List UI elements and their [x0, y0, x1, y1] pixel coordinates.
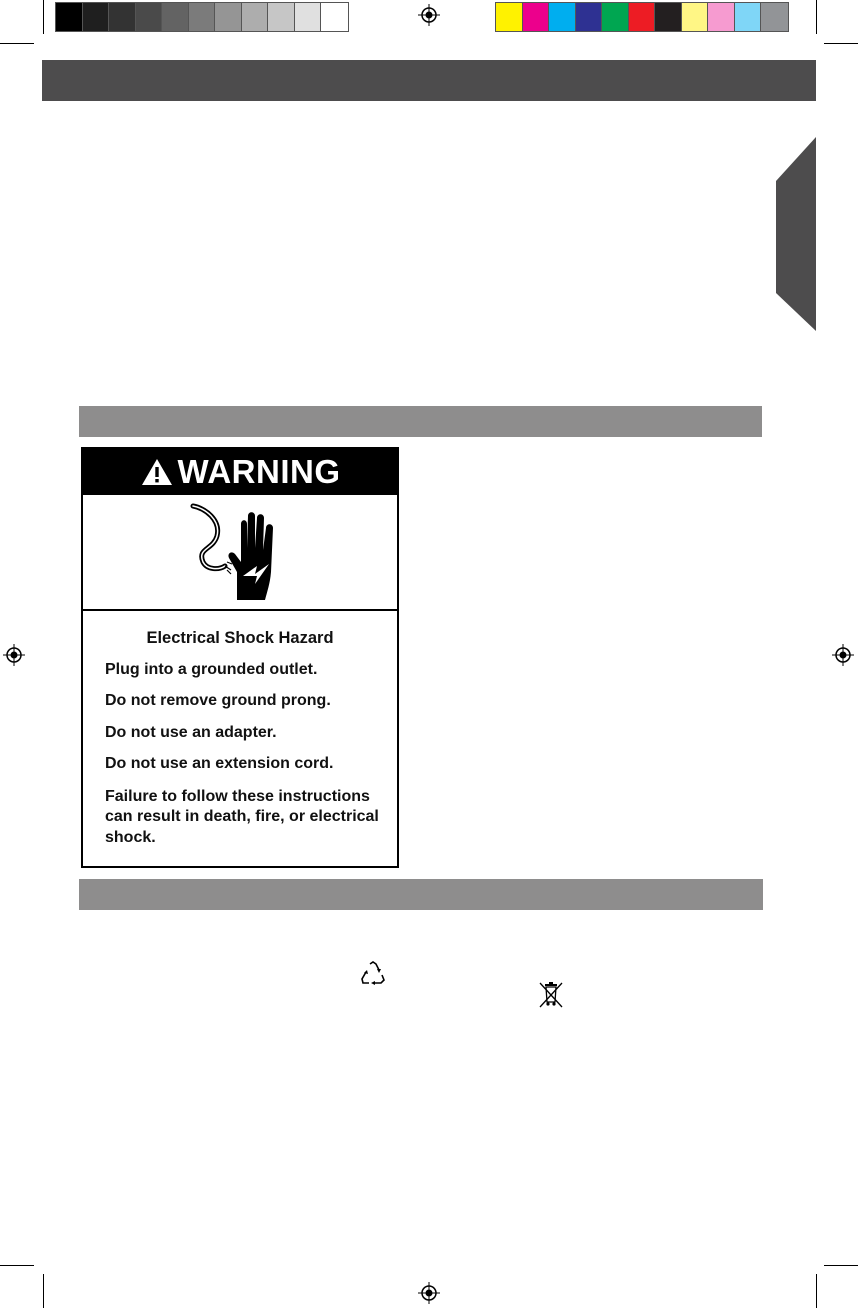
- warning-label: [81, 447, 399, 868]
- color-swatch: [602, 3, 629, 31]
- color-swatch: [109, 3, 136, 31]
- warning-line: Do not remove ground prong.: [105, 692, 331, 710]
- color-swatch: [242, 3, 269, 31]
- color-swatch: [136, 3, 163, 31]
- color-swatch: [321, 3, 348, 31]
- color-swatch: [523, 3, 550, 31]
- color-swatch: [189, 3, 216, 31]
- color-swatch: [682, 3, 709, 31]
- color-swatch: [708, 3, 735, 31]
- warning-heading-text: WARNING: [177, 453, 341, 490]
- crop-mark: [824, 1265, 858, 1266]
- color-swatch: [496, 3, 523, 31]
- section-bar-disposal: [79, 879, 763, 910]
- warning-consequence: Failure to follow these instructions can result in death, fire, or electrical shock.: [105, 787, 379, 847]
- color-swatch: [576, 3, 603, 31]
- color-swatch: [268, 3, 295, 31]
- warning-title: Electrical Shock Hazard: [146, 629, 334, 647]
- color-swatch: [295, 3, 322, 31]
- color-swatch: [655, 3, 682, 31]
- header-bar: [42, 60, 816, 101]
- registration-mark-icon: [832, 644, 854, 666]
- warning-heading: [83, 449, 397, 495]
- warning-body: [83, 611, 397, 849]
- warning-line: Plug into a grounded outlet.: [105, 661, 318, 678]
- color-swatch: [215, 3, 242, 31]
- electrical-shock-hand-icon: [185, 500, 295, 604]
- color-swatch: [735, 3, 762, 31]
- color-swatch: [56, 3, 83, 31]
- warning-pictogram: [83, 495, 397, 611]
- color-swatch: [83, 3, 110, 31]
- warning-line: Do not use an adapter.: [105, 723, 277, 741]
- crop-mark: [0, 1265, 34, 1266]
- crop-mark: [824, 43, 858, 44]
- crop-mark: [816, 1274, 817, 1308]
- recycle-icon: [360, 961, 386, 985]
- registration-mark-icon: [3, 644, 25, 666]
- crop-mark: [816, 0, 817, 34]
- registration-mark-icon: [418, 4, 440, 26]
- color-swatch: [162, 3, 189, 31]
- crop-mark: [0, 43, 34, 44]
- color-swatch: [629, 3, 656, 31]
- warning-line: Do not use an extension cord.: [105, 755, 334, 773]
- color-calibration-bar: [495, 2, 789, 32]
- gray-calibration-bar: [55, 2, 349, 32]
- color-swatch: [761, 3, 788, 31]
- crossed-out-bin-icon: [538, 981, 564, 1009]
- warning-triangle-icon: [140, 457, 174, 487]
- color-swatch: [549, 3, 576, 31]
- side-tab: [776, 137, 816, 331]
- crop-mark: [43, 1274, 44, 1308]
- section-bar-electrical: [79, 406, 762, 437]
- crop-mark: [43, 0, 44, 34]
- registration-mark-icon: [418, 1282, 440, 1304]
